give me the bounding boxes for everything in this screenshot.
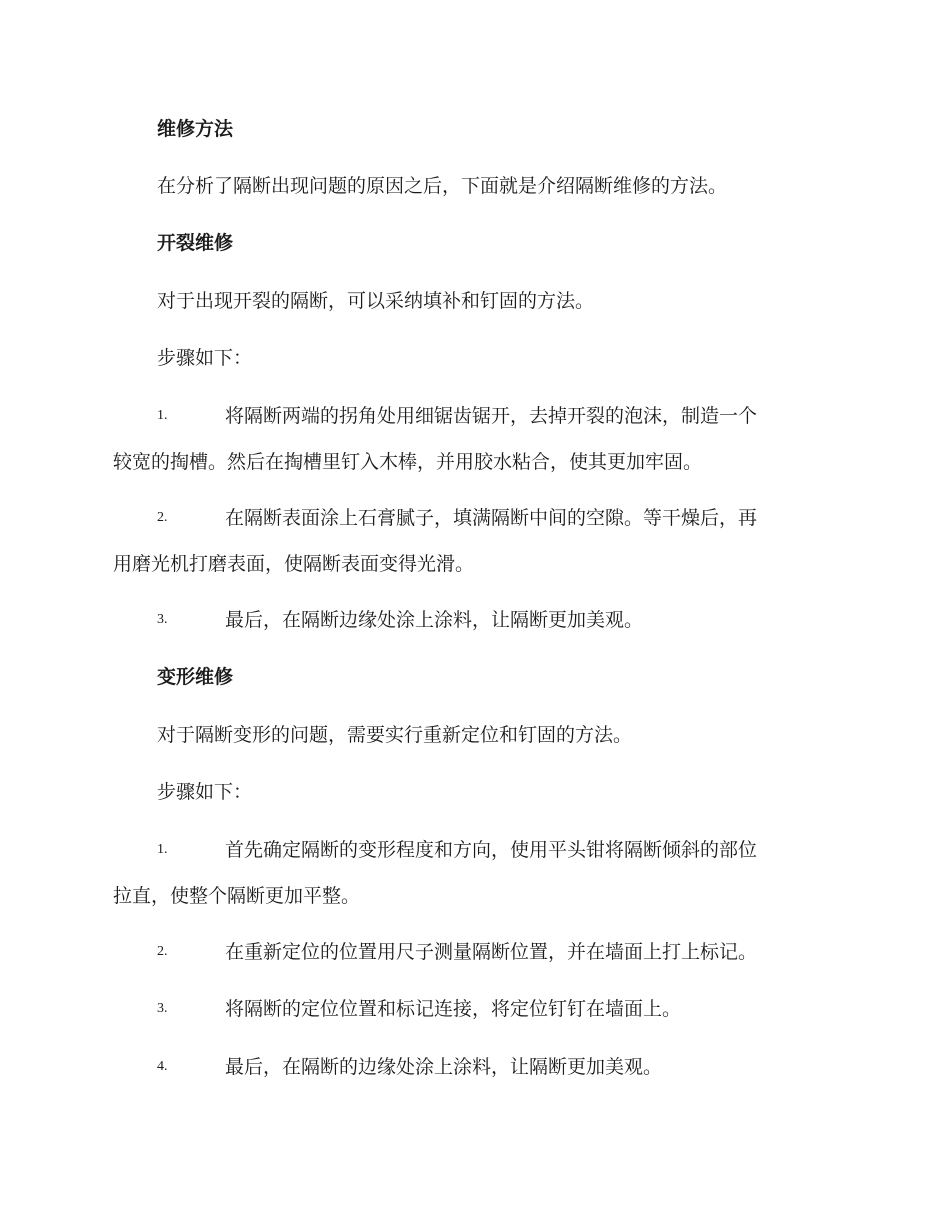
list-item — [113, 597, 838, 643]
list-item — [113, 929, 838, 975]
list-item-text-line: 首先确定隔断的变形程度和方向，使用平头钳将隔断倾斜的部位 — [225, 839, 758, 861]
list-item-number: 3. — [157, 1001, 168, 1016]
list-item-text-line: 拉直，使整个隔断更加平整。 — [113, 885, 361, 907]
list-item — [113, 827, 838, 919]
section-heading-deformation-repair: 变形维修 — [157, 666, 234, 688]
list-item-text-line: 将隔断两端的拐角处用细锯齿锯开，去掉开裂的泡沫，制造一个 — [225, 405, 758, 427]
section-intro-paragraph: 在分析了隔断出现问题的原因之后，下面就是介绍隔断维修的方法。 — [157, 175, 728, 197]
list-item — [113, 986, 838, 1032]
list-item-number: 2. — [157, 510, 168, 525]
list-item-text-line: 在隔断表面涂上石膏腻子，填满隔断中间的空隙。等干燥后，再 — [225, 507, 758, 529]
steps-label: 步骤如下： — [157, 781, 253, 803]
list-item-text-line: 在重新定位的位置用尺子测量隔断位置，并在墙面上打上标记。 — [225, 941, 758, 963]
section-heading-repair-methods: 维修方法 — [157, 118, 234, 140]
list-item-text-line: 最后，在隔断的边缘处涂上涂料，让隔断更加美观。 — [225, 1056, 663, 1078]
list-item-number: 4. — [157, 1059, 168, 1074]
section-intro-paragraph: 对于出现开裂的隔断，可以采纳填补和钉固的方法。 — [157, 290, 595, 312]
list-item — [113, 393, 838, 485]
list-item-number: 2. — [157, 944, 168, 959]
list-item-text-line: 将隔断的定位位置和标记连接，将定位钉钉在墙面上。 — [225, 998, 682, 1020]
list-item — [113, 495, 838, 587]
list-item-text-line: 用磨光机打磨表面，使隔断表面变得光滑。 — [113, 553, 475, 575]
section-intro-paragraph: 对于隔断变形的问题，需要实行重新定位和钉固的方法。 — [157, 724, 633, 746]
list-item-text-line: 最后，在隔断边缘处涂上涂料，让隔断更加美观。 — [225, 609, 644, 631]
steps-label: 步骤如下： — [157, 347, 253, 369]
section-heading-crack-repair: 开裂维修 — [157, 232, 234, 254]
list-item-number: 1. — [157, 408, 168, 423]
list-item-text-line: 较宽的掏槽。然后在掏槽里钉入木棒，并用胶水粘合，使其更加牢固。 — [113, 451, 703, 473]
list-item-number: 1. — [157, 842, 168, 857]
list-item-number: 3. — [157, 612, 168, 627]
list-item — [113, 1044, 838, 1090]
